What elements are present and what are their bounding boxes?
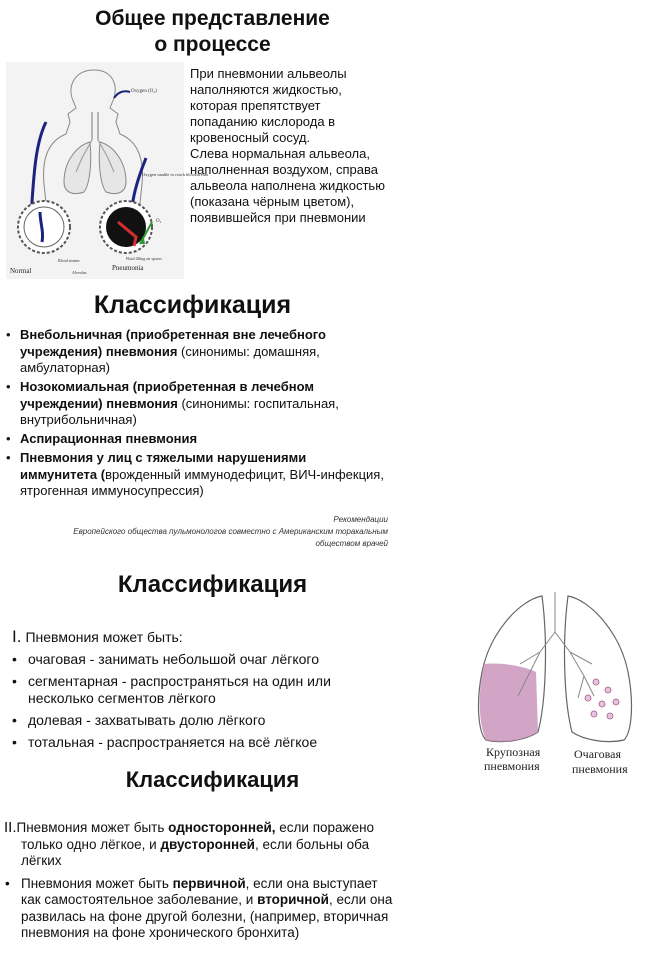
classification-title-2: Классификация [117, 571, 308, 598]
laterality-paragraph: II.Пневмония может быть односторонней, если поражено только одно лёгкое, и двусторонней, если больны оба лёгких [4, 819, 375, 868]
lungs-illustration [470, 592, 646, 782]
list-item: • долевая - захватывать долю лёгкого [12, 712, 367, 729]
intro-paragraph-1: При пневмонии альвеолы наполняются жидкостью, которая препятствует попаданию кислорода в кровеносный сосуд. [190, 66, 347, 145]
primary-secondary-paragraph: • Пневмония может быть первичной, если она выступает как самостоятельное заболевание, и вторичной, если она развилась на фоне другой болезни, (например, вторичная пневмония на фоне хронического бронхита) [4, 876, 396, 942]
alveoli-diagram [6, 62, 209, 279]
croupous-caption-1: Крупозная [486, 745, 541, 759]
extent-lead: I. Пневмония может быть: [12, 627, 183, 646]
focal-caption-2: пневмония [572, 762, 628, 776]
focal-caption-1: Очаговая [574, 747, 622, 761]
list-item: • Пневмония у лиц с тяжелыми нарушениями иммунитета (врожденный иммунодефицит, ВИЧ-инфекция, ятрогенная иммуносупрессия) [6, 450, 386, 500]
fluid-label: Fluid filling air spaces [126, 256, 162, 261]
croupous-caption-2: пневмония [484, 759, 540, 773]
list-item: • Внебольничная (приобретенная вне лечебного учреждения) пневмония (синонимы: домашняя, амбулаторная) [6, 327, 386, 377]
alveolus-label: Alveolus [72, 270, 87, 275]
list-item: • тотальная - распространяется на всё лёгкое [12, 734, 367, 751]
list-item: • сегментарная - распространяться на один или несколько сегментов лёгкого [12, 673, 367, 707]
intro-text [190, 66, 385, 226]
blood-label: Blood stream [58, 258, 80, 263]
rec-line-2: Европейского общества пульмонологов совместно с Американским торакальным обществом врачей [73, 527, 388, 548]
title-line-2: о процессе [154, 33, 271, 56]
pneumonia-label: Pneumonia [112, 264, 144, 272]
unable-label: Oxygen unable to reach bloodstream [142, 172, 209, 177]
o2-label: O₂ [156, 219, 162, 224]
page-title [40, 6, 385, 58]
normal-label: Normal [10, 267, 32, 275]
classification-title-1: Классификация [93, 291, 292, 319]
title-line-1: Общее представление [95, 7, 330, 30]
recommendation-note [60, 514, 388, 550]
list-item: • Аспирационная пневмония [6, 431, 386, 448]
oxygen-label: Oxygen (O₂) [131, 89, 157, 94]
classification-title-3: Классификация [125, 767, 300, 792]
laterality-classification [4, 820, 396, 942]
rec-line-1: Рекомендации [333, 515, 388, 524]
intro-paragraph-2: Слева нормальная альвеола, наполненная воздухом, справа альвеола наполнена жидкостью (показана чёрным цветом), появившейся при пневмонии [190, 146, 385, 225]
list-item: • Нозокомиальная (приобретенная в лечебном учреждении) пневмония (синонимы: госпитальная, внутрибольничная) [6, 379, 386, 429]
classification-list [6, 327, 386, 502]
extent-classification [12, 628, 367, 756]
list-item: • очаговая - занимать небольшой очаг лёгкого [12, 651, 367, 668]
